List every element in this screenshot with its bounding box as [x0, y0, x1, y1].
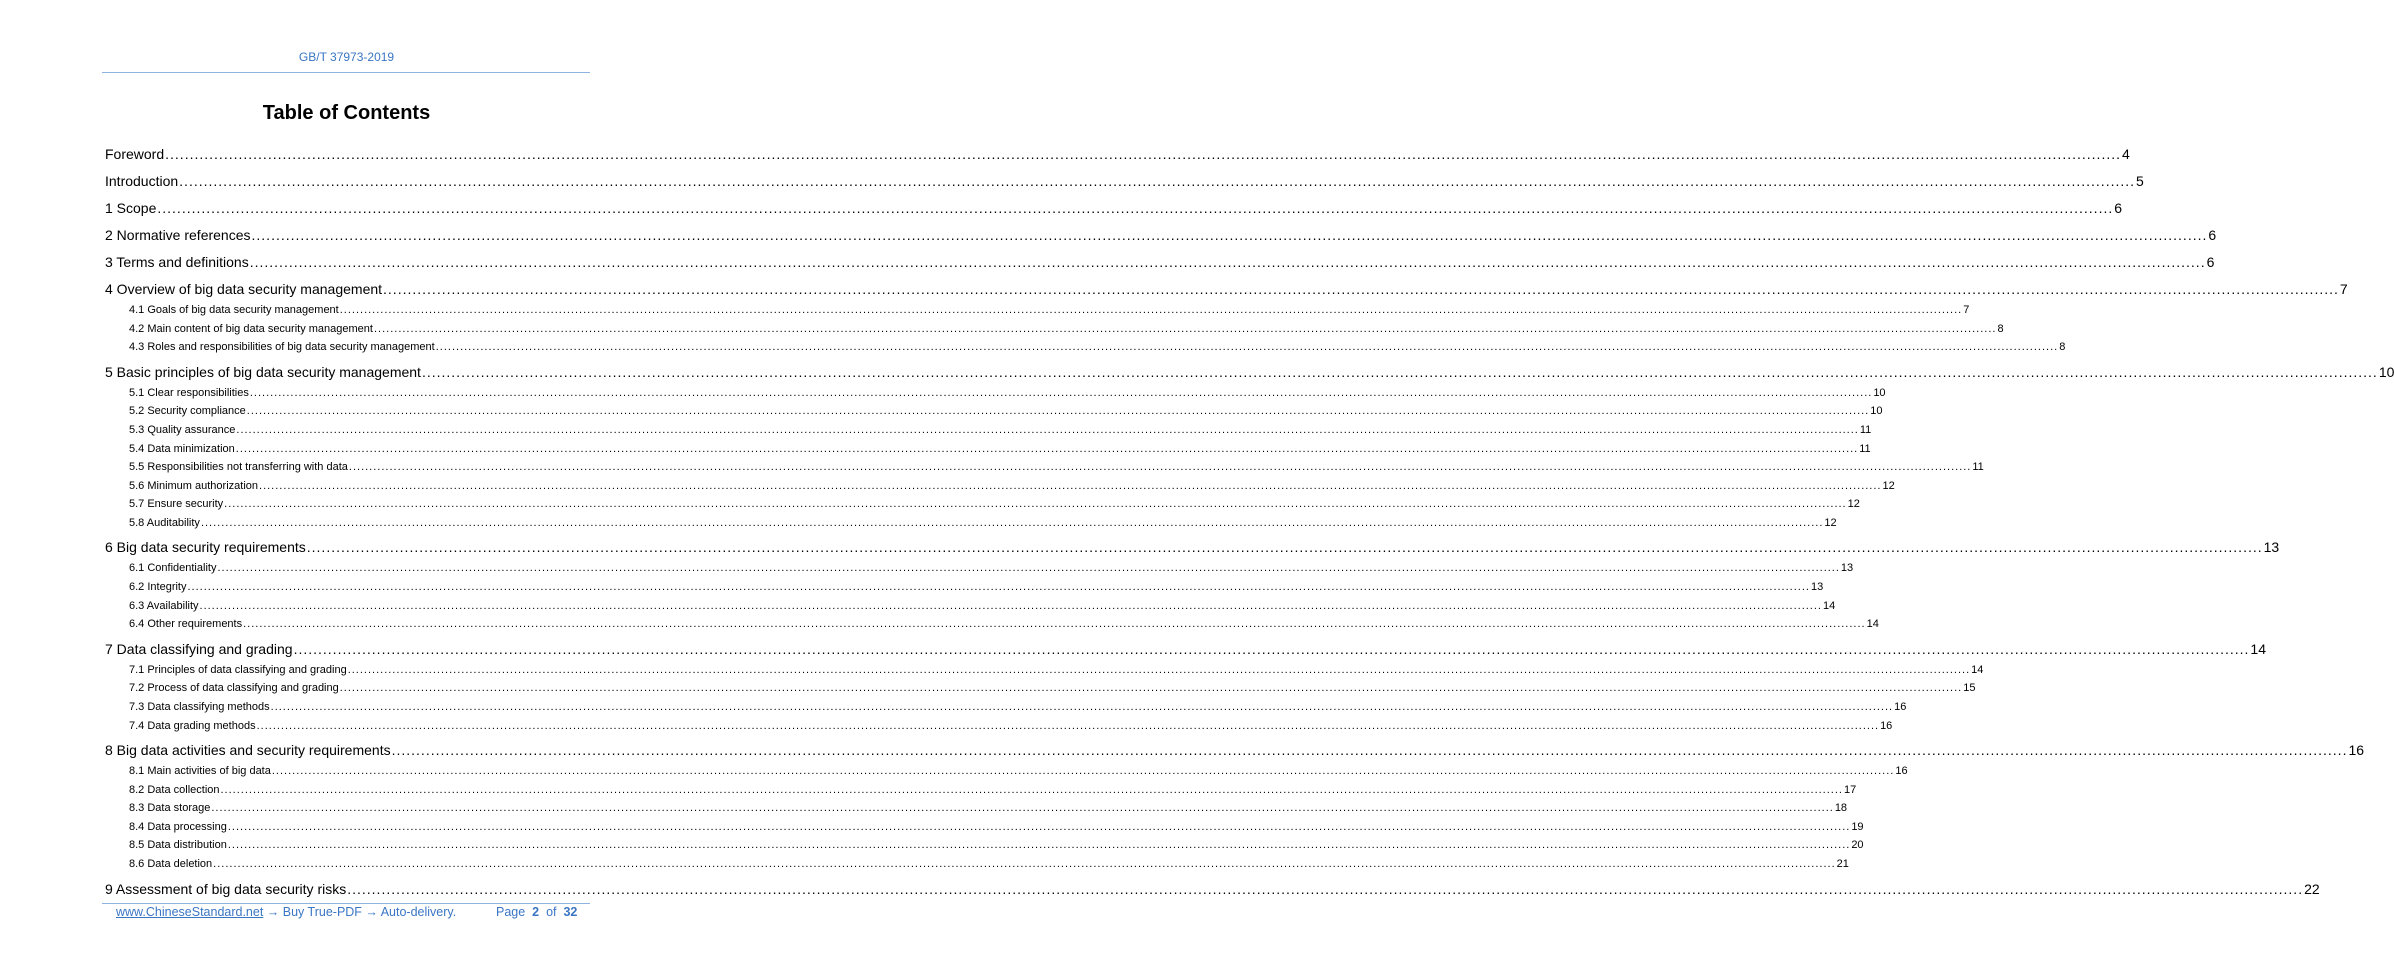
toc-entry[interactable]: [129, 479, 1895, 492]
toc-leader-dots: ................................................................................................................................................................................................................................................................................................................................................................................................................: [187, 581, 1810, 593]
toc-entry-label: 8 Big data activities and security requirements: [105, 742, 391, 758]
toc-entry-label: 5.4 Data minimization: [129, 442, 235, 455]
toc-entry[interactable]: [129, 765, 1908, 777]
toc-entry[interactable]: [105, 281, 2348, 297]
toc-entry-page: 7: [1963, 304, 1970, 316]
total-pages: 32: [563, 905, 578, 919]
toc-entry-page: 18: [1834, 802, 1848, 815]
toc-entry-label: 2 Normative references: [105, 227, 251, 243]
toc-entry-label: 5.3 Quality assurance: [129, 423, 236, 436]
toc-leader-dots: ................................................................................................................................................................................................................................................................................................................................................................................................................: [347, 663, 1971, 676]
toc-entry-page: 12: [1824, 516, 1837, 529]
toc-entry-label: 7.2 Process of data classifying and grading: [129, 682, 339, 695]
header-rule: [102, 72, 590, 73]
toc-leader-dots: ................................................................................................................................................................................................................................................................................................................................................................................................................: [256, 719, 1880, 732]
toc-leader-dots: ................................................................................................................................................................................................................................................................................................................................................................................................................: [306, 539, 2263, 556]
toc-entry-page: 10: [1873, 386, 1886, 399]
footer-rule: [102, 903, 590, 904]
toc-entry-page: 14: [1866, 618, 1879, 631]
toc-entry[interactable]: [129, 802, 1848, 815]
toc-leader-dots: ................................................................................................................................................................................................................................................................................................................................................................................................................: [251, 227, 2208, 243]
toc-entry[interactable]: [129, 682, 1976, 695]
toc-entry-page: 4: [2122, 146, 2130, 162]
toc-entry[interactable]: [129, 820, 1864, 833]
toc-entry-label: 7.4 Data grading methods: [129, 719, 256, 732]
toc-entry-page: 10: [1870, 405, 1883, 418]
toc-entry[interactable]: [129, 341, 2066, 354]
toc-leader-dots: ................................................................................................................................................................................................................................................................................................................................................................................................................: [421, 363, 2378, 380]
page-title: Table of Contents: [262, 102, 431, 124]
toc-entry-page: 12: [1847, 498, 1860, 511]
toc-leader-dots: ................................................................................................................................................................................................................................................................................................................................................................................................................: [391, 742, 2348, 758]
toc-entry-page: 16: [1894, 700, 1907, 713]
toc-entry-page: 16: [1880, 719, 1893, 732]
toc-entry-page: 14: [1822, 599, 1836, 612]
toc-entry-page: 22: [2304, 880, 2320, 897]
toc-entry-page: 21: [1836, 858, 1849, 870]
page-label: Page: [496, 905, 526, 919]
toc-entry[interactable]: [129, 304, 1970, 316]
document-code: GB/T 37973-2019: [298, 50, 395, 64]
toc-entry-page: 16: [1895, 765, 1908, 777]
toc-entry-label: 8.4 Data processing: [129, 820, 227, 833]
toc-leader-dots: ................................................................................................................................................................................................................................................................................................................................................................................................................: [347, 880, 2304, 897]
toc-entry[interactable]: [105, 173, 2144, 189]
toc-entry-label: 8.3 Data storage: [129, 802, 211, 815]
toc-leader-dots: ................................................................................................................................................................................................................................................................................................................................................................................................................: [200, 516, 1824, 529]
toc-entry-label: 6.4 Other requirements: [129, 618, 243, 631]
toc-leader-dots: ................................................................................................................................................................................................................................................................................................................................................................................................................: [373, 322, 1997, 335]
toc-leader-dots: ................................................................................................................................................................................................................................................................................................................................................................................................................: [165, 146, 2121, 162]
toc-leader-dots: ................................................................................................................................................................................................................................................................................................................................................................................................................: [348, 461, 1972, 474]
toc-entry[interactable]: [129, 405, 1883, 418]
toc-entry[interactable]: [129, 322, 2004, 335]
toc-entry-label: 5.6 Minimum authorization: [129, 479, 259, 492]
toc-entry-label: 8.6 Data deletion: [129, 858, 213, 870]
toc-entry-label: 7.1 Principles of data classifying and grading: [129, 663, 347, 676]
toc-leader-dots: ................................................................................................................................................................................................................................................................................................................................................................................................................: [383, 281, 2339, 297]
store-link[interactable]: www.ChineseStandard.net: [116, 905, 264, 919]
toc-leader-dots: ................................................................................................................................................................................................................................................................................................................................................................................................................: [179, 173, 2136, 189]
current-page: 2: [532, 905, 540, 919]
toc-entry-page: 14: [1971, 663, 1984, 676]
toc-entry[interactable]: [105, 880, 2320, 897]
toc-leader-dots: ................................................................................................................................................................................................................................................................................................................................................................................................................: [213, 858, 1836, 870]
toc-entry-page: 20: [1851, 839, 1864, 852]
toc-leader-dots: ................................................................................................................................................................................................................................................................................................................................................................................................................: [249, 386, 1873, 399]
toc-entry[interactable]: [105, 227, 2217, 243]
toc-leader-dots: ................................................................................................................................................................................................................................................................................................................................................................................................................: [227, 820, 1851, 833]
toc-entry-label: 9 Assessment of big data security risks: [105, 880, 347, 897]
toc-entry[interactable]: [129, 700, 1907, 713]
toc-entry-label: 5.5 Responsibilities not transferring with data: [129, 461, 348, 474]
toc-entry[interactable]: [129, 581, 1824, 593]
toc-entry-label: 4.2 Main content of big data security management: [129, 322, 373, 335]
toc-entry-label: 4.3 Roles and responsibilities of big data security management: [129, 341, 435, 354]
toc-entry[interactable]: [105, 146, 2130, 162]
toc-entry-label: 7 Data classifying and grading: [105, 640, 293, 657]
toc-entry-label: 8.1 Main activities of big data: [129, 765, 271, 777]
toc-entry-page: 6: [2206, 254, 2215, 270]
toc-entry[interactable]: [129, 839, 1864, 852]
page-of-label: of: [546, 905, 557, 919]
toc-leader-dots: ................................................................................................................................................................................................................................................................................................................................................................................................................: [199, 599, 1822, 612]
page-number: [496, 905, 577, 919]
toc-leader-dots: ................................................................................................................................................................................................................................................................................................................................................................................................................: [435, 341, 2059, 354]
toc-entry[interactable]: [129, 516, 1837, 529]
toc-entry-page: 11: [1859, 442, 1871, 455]
page-header: [0, 50, 693, 64]
toc-entry[interactable]: [105, 742, 2365, 758]
toc-entry-page: 10: [2378, 363, 2394, 380]
toc-leader-dots: ................................................................................................................................................................................................................................................................................................................................................................................................................: [271, 765, 1895, 777]
toc-leader-dots: ................................................................................................................................................................................................................................................................................................................................................................................................................: [227, 839, 1851, 852]
toc-entry-label: 6 Big data security requirements: [105, 539, 306, 556]
toc-entry[interactable]: [129, 618, 1879, 631]
toc-entry-page: 16: [2348, 742, 2365, 758]
toc-leader-dots: ................................................................................................................................................................................................................................................................................................................................................................................................................: [243, 618, 1866, 631]
toc-leader-dots: ................................................................................................................................................................................................................................................................................................................................................................................................................: [259, 479, 1882, 492]
toc-entry-page: 5: [2136, 173, 2144, 189]
toc-entry-label: 5.7 Ensure security: [129, 498, 224, 511]
toc-entry-page: 11: [1859, 423, 1872, 436]
toc-entry-label: 6.2 Integrity: [129, 581, 187, 593]
toc-entry-label: 4.1 Goals of big data security management: [129, 304, 339, 316]
toc-leader-dots: ................................................................................................................................................................................................................................................................................................................................................................................................................: [246, 405, 1870, 418]
toc-entry-page: 6: [2208, 227, 2217, 243]
toc-leader-dots: ................................................................................................................................................................................................................................................................................................................................................................................................................: [224, 498, 1847, 511]
toc-leader-dots: ................................................................................................................................................................................................................................................................................................................................................................................................................: [270, 700, 1894, 713]
toc-entry-label: 5.8 Auditability: [129, 516, 200, 529]
toc-entry[interactable]: [105, 640, 2266, 657]
toc-entry[interactable]: [105, 363, 2394, 380]
toc-leader-dots: ................................................................................................................................................................................................................................................................................................................................................................................................................: [235, 442, 1859, 455]
toc-entry-label: 6.3 Availability: [129, 599, 199, 612]
toc-leader-dots: ................................................................................................................................................................................................................................................................................................................................................................................................................: [249, 254, 2206, 270]
toc-leader-dots: ................................................................................................................................................................................................................................................................................................................................................................................................................: [217, 562, 1840, 575]
toc-entry[interactable]: [129, 442, 1871, 455]
toc-entry-label: 5 Basic principles of big data security management: [105, 363, 421, 380]
toc-entry-label: 3 Terms and definitions: [105, 254, 249, 270]
toc-entry[interactable]: [129, 498, 1860, 511]
toc-entry[interactable]: [129, 423, 1872, 436]
toc-entry-label: Introduction: [105, 173, 179, 189]
toc-entry-page: 7: [2339, 281, 2348, 297]
toc-leader-dots: ................................................................................................................................................................................................................................................................................................................................................................................................................: [293, 640, 2250, 657]
toc-entry-label: 5.1 Clear responsibilities: [129, 386, 249, 399]
toc-entry-page: 19: [1851, 820, 1864, 833]
toc-entry-page: 13: [1840, 562, 1854, 575]
toc-leader-dots: ................................................................................................................................................................................................................................................................................................................................................................................................................: [236, 423, 1859, 436]
toc-leader-dots: ................................................................................................................................................................................................................................................................................................................................................................................................................: [220, 783, 1843, 796]
toc-entry-page: 17: [1843, 783, 1857, 796]
toc-entry-label: 8.2 Data collection: [129, 783, 220, 796]
toc-entry-page: 13: [1810, 581, 1824, 593]
toc-entry-label: 7.3 Data classifying methods: [129, 700, 270, 713]
toc-entry-page: 15: [1963, 682, 1976, 695]
toc-entry-page: 13: [2263, 539, 2280, 556]
toc-entry[interactable]: [129, 386, 1886, 399]
toc-leader-dots: ................................................................................................................................................................................................................................................................................................................................................................................................................: [157, 200, 2114, 216]
toc-entry[interactable]: [129, 599, 1836, 612]
toc-leader-dots: ................................................................................................................................................................................................................................................................................................................................................................................................................: [211, 802, 1834, 815]
toc-entry-label: 8.5 Data distribution: [129, 839, 227, 852]
toc-entry-label: 6.1 Confidentiality: [129, 562, 217, 575]
toc-entry[interactable]: [129, 663, 1984, 676]
toc-entry[interactable]: [129, 562, 1854, 575]
toc-entry[interactable]: [105, 200, 2123, 216]
toc-entry[interactable]: [105, 254, 2215, 270]
toc-entry-page: 8: [1997, 322, 2004, 335]
toc-entry-label: 5.2 Security compliance: [129, 405, 246, 418]
toc-entry-page: 14: [2250, 640, 2266, 657]
toc-entry[interactable]: [129, 719, 1893, 732]
toc-leader-dots: ................................................................................................................................................................................................................................................................................................................................................................................................................: [339, 304, 1963, 316]
toc-entry-label: Foreword: [105, 146, 165, 162]
toc-entry[interactable]: [129, 858, 1849, 870]
toc-entry[interactable]: [105, 539, 2280, 556]
toc-entry[interactable]: [129, 783, 1857, 796]
toc-entry-page: 6: [2114, 200, 2123, 216]
toc-entry-label: 4 Overview of big data security management: [105, 281, 383, 297]
toc-entry-page: 11: [1972, 461, 1984, 474]
toc-entry-label: 1 Scope: [105, 200, 157, 216]
toc-entry[interactable]: [129, 461, 1984, 474]
toc-leader-dots: ................................................................................................................................................................................................................................................................................................................................................................................................................: [339, 682, 1963, 695]
footer-tagline: → Buy True-PDF → Auto-delivery.: [263, 905, 457, 919]
toc-entry-page: 8: [2059, 341, 2066, 354]
toc-entry-page: 12: [1882, 479, 1895, 492]
footer-left: [116, 905, 456, 919]
